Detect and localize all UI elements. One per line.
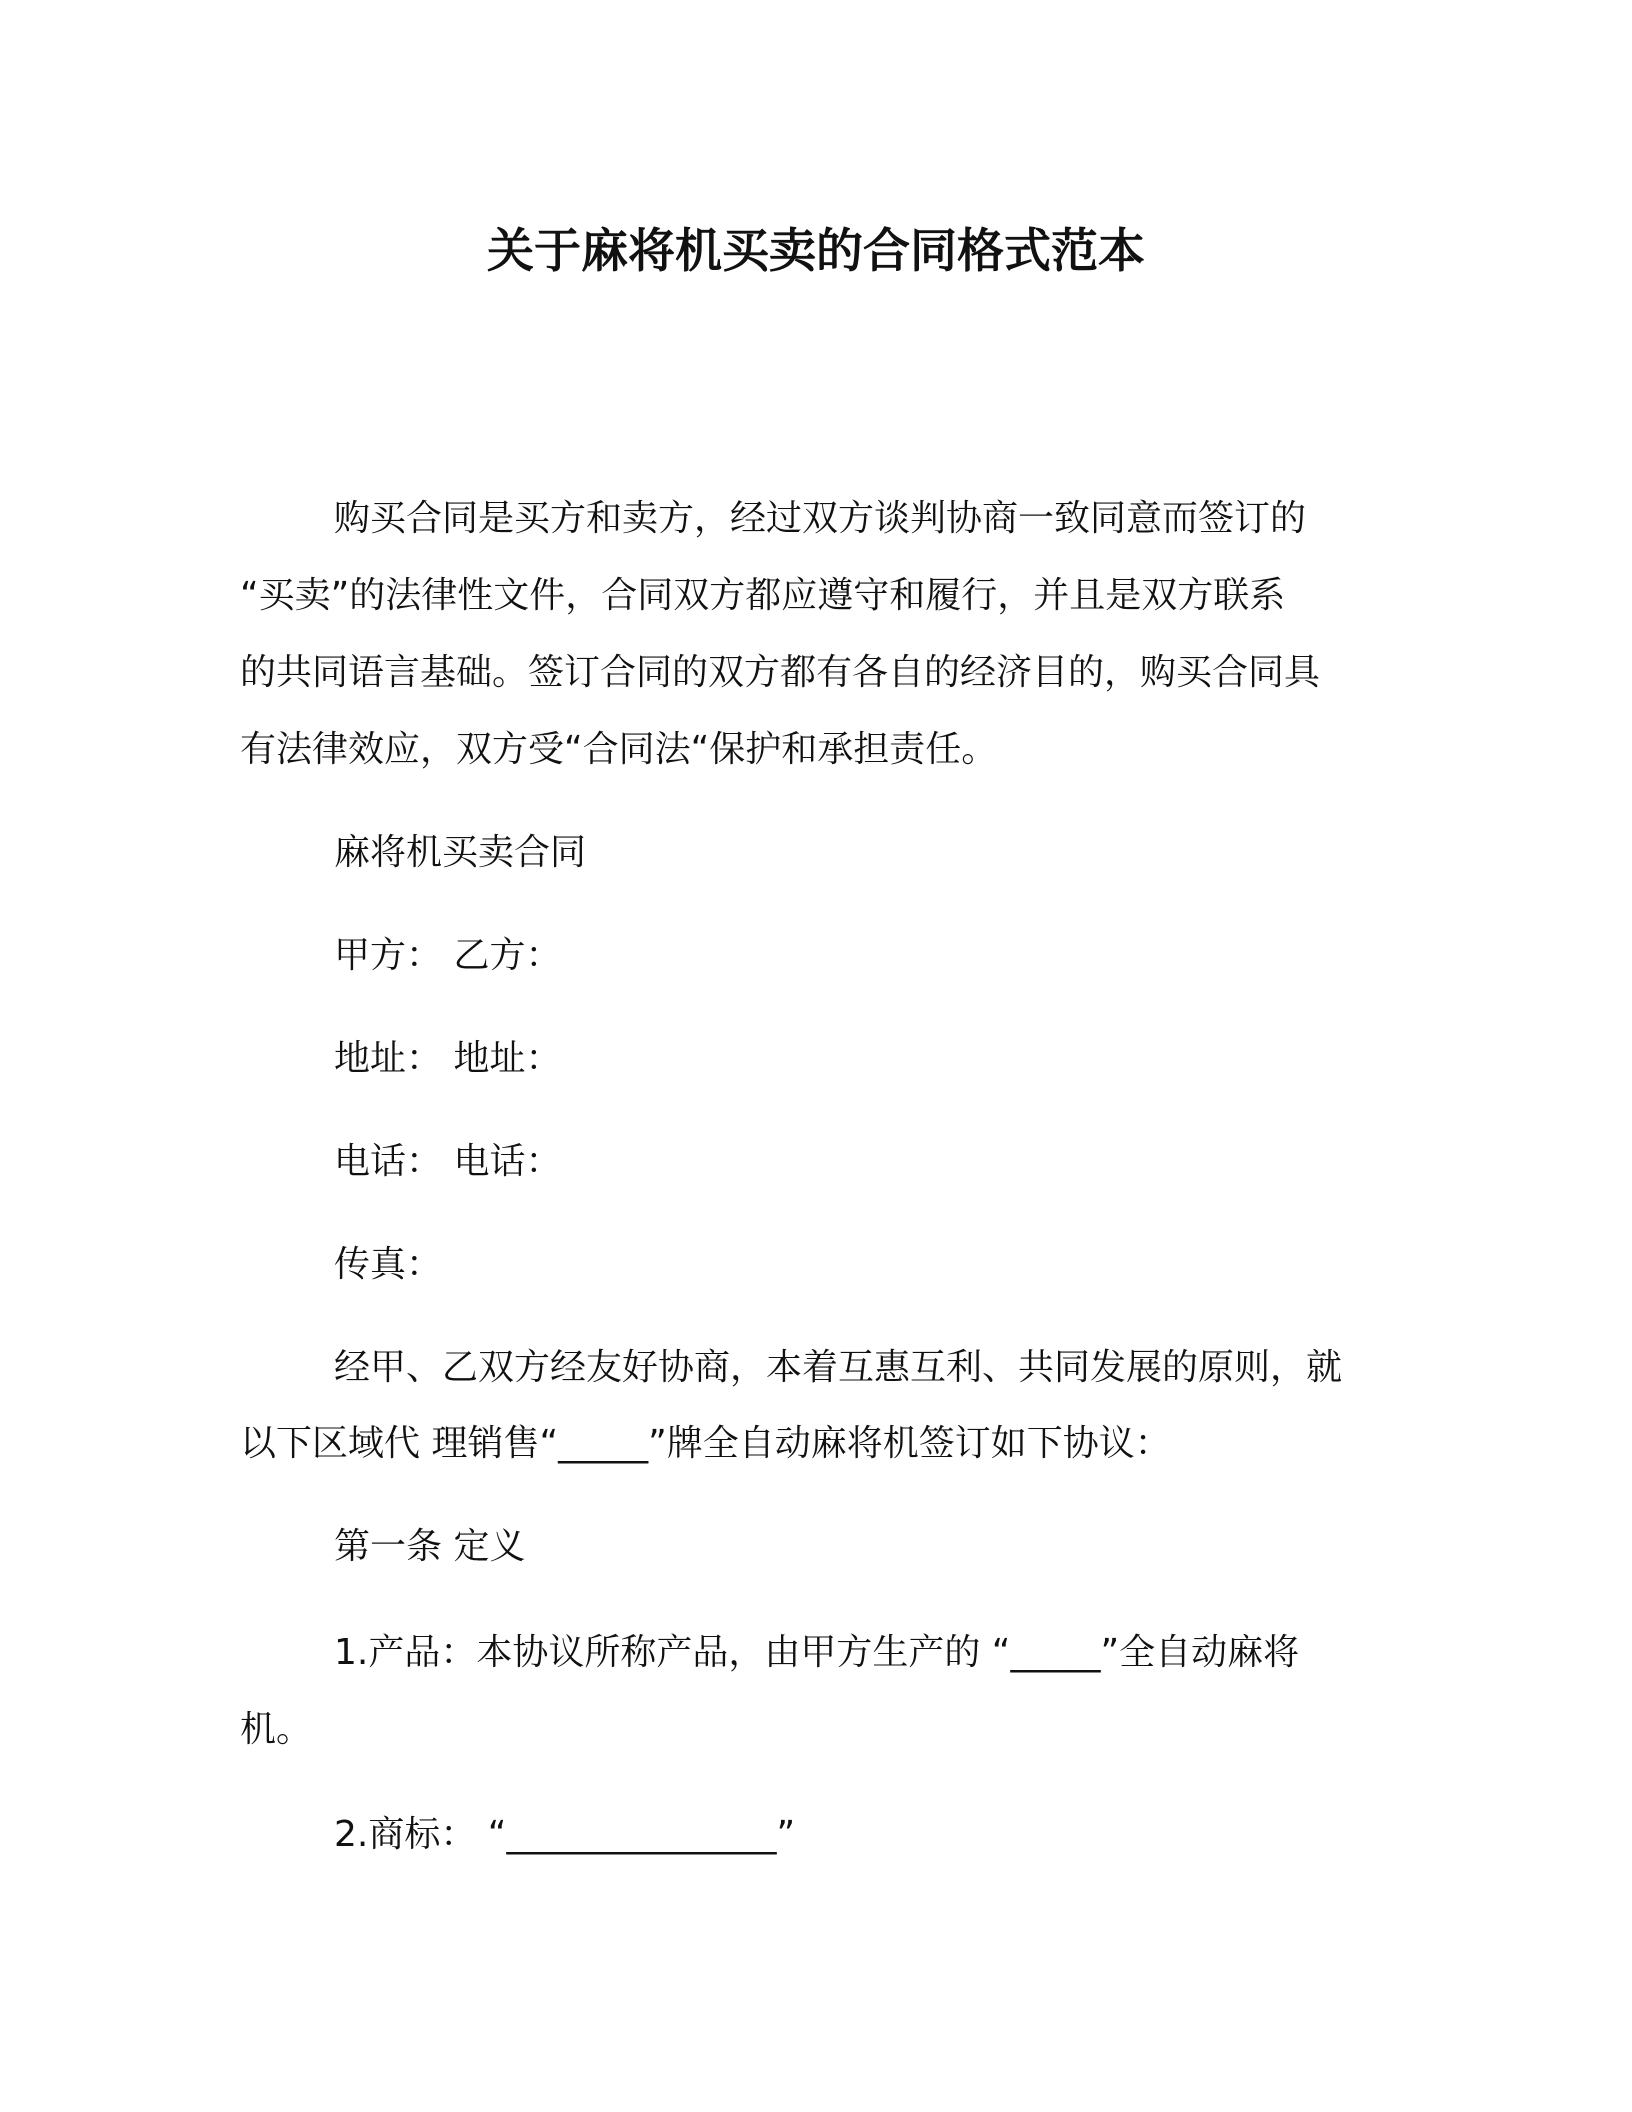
phone-line: 电话： 电话：: [334, 1141, 562, 1182]
intro-line-2: “买卖”的法律性文件，合同双方都应遵守和履行，并且是双方联系: [240, 575, 1286, 616]
party-line: 甲方： 乙方：: [334, 935, 562, 976]
address-line: 地址： 地址：: [334, 1038, 562, 1079]
article-1-heading: 第一条 定义: [334, 1526, 526, 1567]
intro-line-4: 有法律效应，双方受“合同法“保护和承担责任。: [240, 729, 998, 770]
document-title: 关于麻将机买卖的合同格式范本: [487, 224, 1145, 279]
contract-name: 麻将机买卖合同: [334, 832, 587, 873]
product-line-2: 机。: [240, 1709, 313, 1750]
agreement-line-2: 以下区域代 理销售“_____”牌全自动麻将机签订如下协议：: [240, 1423, 1171, 1464]
intro-line-1: 购买合同是买方和卖方，经过双方谈判协商一致同意而签订的: [334, 498, 1307, 539]
agreement-line-1: 经甲、乙双方经友好协商，本着互惠互利、共同发展的原则，就: [334, 1347, 1343, 1388]
fax-line: 传真：: [334, 1244, 443, 1285]
trademark-line: 2.商标： “_______________”: [334, 1814, 796, 1855]
intro-line-3: 的共同语言基础。签订合同的双方都有各自的经济目的，购买合同具: [240, 652, 1321, 693]
product-line-1: 1.产品：本协议所称产品，由甲方生产的 “_____”全自动麻将: [334, 1632, 1300, 1673]
